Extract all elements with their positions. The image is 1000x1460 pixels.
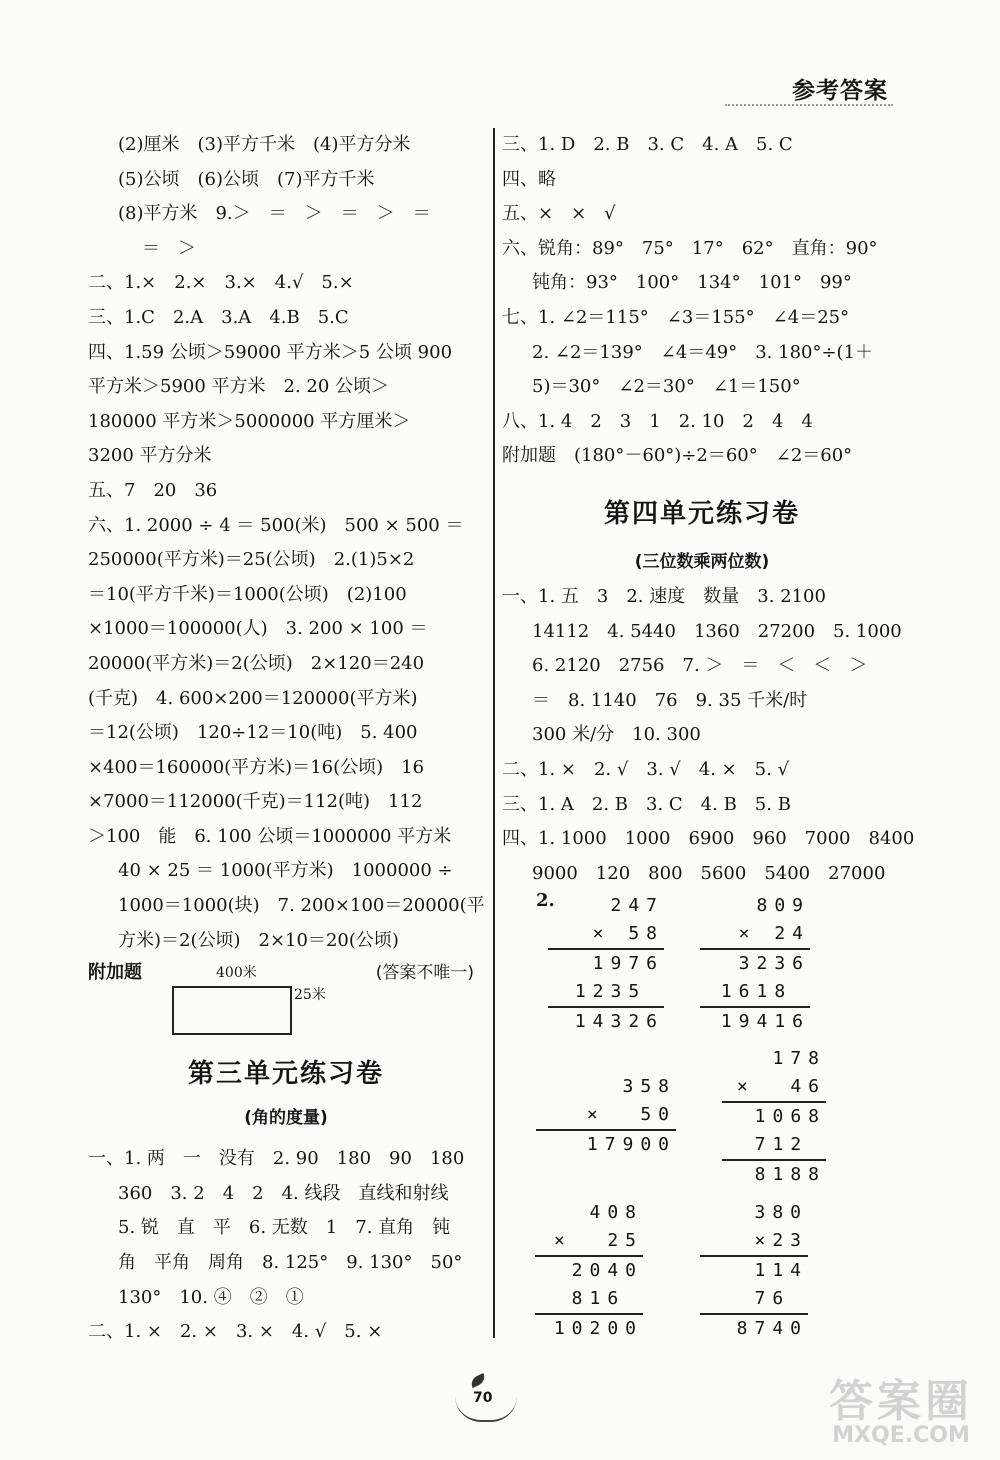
fujia-figure xyxy=(88,958,484,1022)
answer-line: ＝10(平方千米)＝1000(公顷) (2)100 xyxy=(88,583,407,605)
calc-row: 76 xyxy=(700,1285,808,1315)
answer-line: 六、锐角：89° 75° 17° 62° 直角：90° xyxy=(502,237,878,259)
answer-line: ＞100 能 6. 100 公顷＝1000000 平方米 xyxy=(88,825,452,847)
answer-line: 角 平角 周角 8. 125° 9. 130° 50° xyxy=(118,1252,463,1274)
answer-line: 四、略 xyxy=(502,168,556,190)
answer-line: (千克) 4. 600×200＝120000(平方米) xyxy=(88,687,418,709)
calc-row: 178 xyxy=(772,1048,826,1069)
answer-line: ×1000＝100000(人) 3. 200 × 100 ＝ xyxy=(88,618,428,640)
answer-line: ×400＝160000(平方米)＝16(公顷) 16 xyxy=(88,756,425,778)
calc-row: 10200 xyxy=(553,1318,643,1339)
calc-row: × 46 xyxy=(722,1073,826,1103)
vertical-multiplication xyxy=(535,1199,643,1343)
answer-line: 四、1.59 公顷＞59000 平方米＞5 公顷 900 xyxy=(88,341,453,363)
answer-line: (2)厘米 (3)平方千米 (4)平方分米 xyxy=(118,134,411,155)
calc-row: 19416 xyxy=(720,1011,810,1032)
vertical-multiplication xyxy=(722,1045,826,1189)
answer-line: 250000(平方米)＝25(公顷) 2.(1)5×2 xyxy=(88,549,415,571)
answer-line: 八、1. 4 2 3 1 2. 10 2 4 4 xyxy=(502,410,813,432)
answer-line: ×7000＝112000(千克)＝112(吨) 112 xyxy=(88,791,423,813)
answer-line: (8)平方米 9.＞ ＝ ＞ ＝ ＞ ＝ xyxy=(118,203,431,225)
page-header: 参考答案 xyxy=(792,78,888,104)
answer-line: 五、× × √ xyxy=(502,203,616,225)
answer-line: 5)＝30° ∠2＝30° ∠1＝150° xyxy=(532,376,801,398)
calc-row: 1618 xyxy=(700,978,810,1008)
vertical-multiplication xyxy=(548,892,664,1036)
vertical-multiplication xyxy=(700,1199,808,1343)
calc-row: 14326 xyxy=(574,1011,664,1032)
answer-line: 20000(平方米)＝2(公顷) 2×120＝240 xyxy=(88,652,425,674)
leaf-icon xyxy=(469,1373,487,1388)
answer-line: 3200 平方分米 xyxy=(88,445,212,467)
right-answer-lines xyxy=(502,128,902,474)
calc-row: × 24 xyxy=(700,920,810,950)
watermark xyxy=(812,1376,990,1448)
calc-row: 809 xyxy=(756,895,810,916)
calc-row: × 50 xyxy=(536,1101,676,1131)
calc-row: × 25 xyxy=(535,1227,643,1257)
answer-line: 1000＝1000(块) 7. 200×100＝20000(平 xyxy=(118,895,485,917)
rectangle-figure xyxy=(172,986,292,1035)
answer-line: 300 米/分 10. 300 xyxy=(532,724,701,746)
calc-row: 1976 xyxy=(592,953,664,974)
calc-row: 17900 xyxy=(586,1134,676,1155)
answer-line: (5)公顷 (6)公顷 (7)平方千米 xyxy=(118,168,375,190)
watermark-url: MXQE.COM xyxy=(832,1423,970,1448)
q2-label: 2. xyxy=(536,890,555,911)
section3-subtitle: (角的度量) xyxy=(244,1108,328,1129)
answer-line: 钝角：93° 100° 134° 101° 99° xyxy=(532,272,852,294)
answer-line: ＝ 8. 1140 76 9. 35 千米/时 xyxy=(532,689,808,711)
section3-title: 第三单元练习卷 xyxy=(187,1059,384,1090)
calc-row: 114 xyxy=(754,1260,808,1281)
vertical-multiplication xyxy=(536,1073,676,1159)
answer-line: 一、1. 五 3 2. 速度 数量 3. 2100 xyxy=(502,585,826,607)
answer-line: 三、1. A 2. B 3. C 4. B 5. B xyxy=(502,793,791,815)
answer-line: 9000 120 800 5600 5400 27000 xyxy=(532,862,886,884)
calc-row: 1235 xyxy=(548,978,664,1008)
answer-line: 14112 4. 5440 1360 27200 5. 1000 xyxy=(532,620,902,642)
answer-line: 三、1. D 2. B 3. C 4. A 5. C xyxy=(502,134,793,155)
calc-row: 8740 xyxy=(736,1318,808,1339)
answer-line: ＝ ＞ xyxy=(142,237,196,259)
answer-line: 5. 锐 直 平 6. 无数 1 7. 直角 钝 xyxy=(118,1217,451,1239)
answer-line: 方米)＝2(公顷) 2×10＝20(公顷) xyxy=(118,929,399,951)
header-dotted-rule xyxy=(725,104,893,106)
column-divider xyxy=(493,128,495,1338)
answer-line: 360 3. 2 4 2 4. 线段 直线和射线 xyxy=(118,1182,449,1204)
answer-line: 二、1. × 2. × 3. × 4. √ 5. × xyxy=(88,1321,383,1343)
vertical-multiplication xyxy=(700,892,810,1036)
watermark-logo: 答案圈 xyxy=(829,1376,973,1427)
answer-line: 七、1. ∠2＝115° ∠3＝155° ∠4＝25° xyxy=(502,306,850,328)
calc-row: 247 xyxy=(610,895,664,916)
fujia-note: (答案不唯一) xyxy=(375,963,474,984)
answer-line: 130° 10. ④ ② ① xyxy=(118,1286,304,1308)
rect-side-label: 25米 xyxy=(294,987,326,1004)
calc-row: × 58 xyxy=(548,920,664,950)
answer-line: 2. ∠2＝139° ∠4＝49° 3. 180°÷(1＋ xyxy=(532,341,874,363)
answer-line: 平方米＞5900 平方米 2. 20 公顷＞ xyxy=(88,376,390,398)
answer-line: 一、1. 两 一 没有 2. 90 180 90 180 xyxy=(88,1148,465,1170)
answer-line: 40 × 25 ＝ 1000(平方米) 1000000 ÷ xyxy=(118,860,453,882)
answer-line: 三、1.C 2.A 3.A 4.B 5.C xyxy=(88,306,349,328)
calc-row: 358 xyxy=(622,1076,676,1097)
answer-line: 二、1. × 2. √ 3. √ 4. × 5. √ xyxy=(502,758,790,780)
left-answer-lines xyxy=(88,128,484,958)
calc-row: 816 xyxy=(535,1285,643,1315)
answer-line: 五、7 20 36 xyxy=(88,479,218,501)
answer-line: 180000 平方米＞5000000 平方厘米＞ xyxy=(88,410,411,432)
answer-line: 附加题 (180°－60°)÷2＝60° ∠2＝60° xyxy=(502,445,853,467)
section3-answer-lines xyxy=(88,1142,484,1350)
calc-row: 1068 xyxy=(754,1106,826,1127)
rect-top-label: 400米 xyxy=(216,965,257,982)
answer-line: 四、1. 1000 1000 6900 960 7000 8400 xyxy=(502,828,915,850)
section4-subtitle: (三位数乘两位数) xyxy=(634,551,770,572)
calc-row: 380 xyxy=(754,1202,808,1223)
left-column xyxy=(88,128,484,1350)
answer-line: 二、1.× 2.× 3.× 4.√ 5.× xyxy=(88,272,354,294)
calc-row: ×23 xyxy=(700,1227,808,1257)
section4-title: 第四单元练习卷 xyxy=(603,498,800,529)
calc-row: 3236 xyxy=(738,953,810,974)
calc-row: 408 xyxy=(589,1202,643,1223)
calc-row: 712 xyxy=(722,1131,826,1161)
page-number: 70 xyxy=(473,1390,493,1406)
answer-line: ＝12(公顷) 120÷12＝10(吨) 5. 400 xyxy=(88,722,418,744)
right-column xyxy=(502,128,915,891)
answer-line: 6. 2120 2756 7. ＞ ＝ ＜ ＜ ＞ xyxy=(532,655,868,677)
fujia-label: 附加题 xyxy=(88,962,142,984)
calc-row: 8188 xyxy=(754,1164,826,1185)
section4-answer-lines xyxy=(502,580,915,891)
answer-line: 六、1. 2000 ÷ 4 ＝ 500(米) 500 × 500 ＝ xyxy=(88,514,464,536)
calc-row: 2040 xyxy=(571,1260,643,1281)
